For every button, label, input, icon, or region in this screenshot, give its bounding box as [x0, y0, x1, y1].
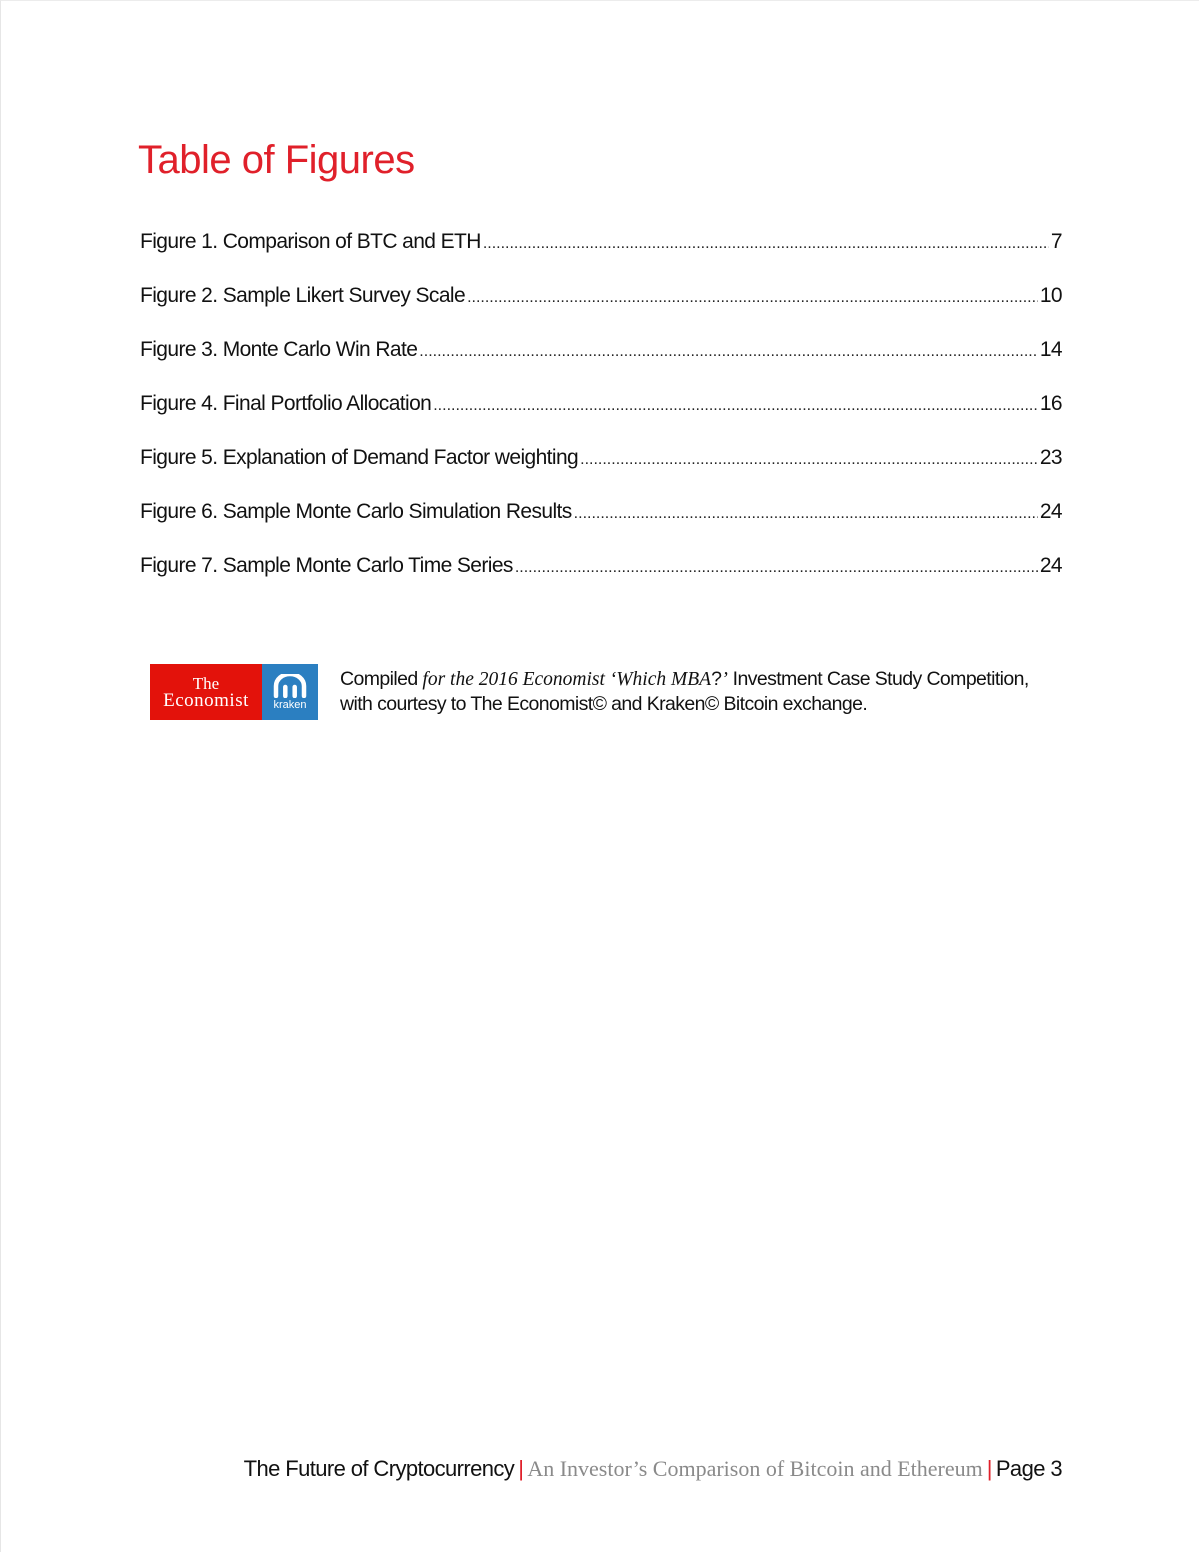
toc-entry-label: Figure 4. Final Portfolio Allocation: [140, 392, 432, 415]
dot-leader: [433, 392, 1038, 416]
dot-leader: [483, 230, 1049, 254]
toc-entry-3[interactable]: [140, 338, 1062, 392]
toc-entry-label: Figure 2. Sample Likert Survey Scale: [140, 284, 466, 307]
credit-note: [340, 667, 1060, 717]
toc-entry-2[interactable]: [140, 284, 1062, 338]
table-of-figures: [140, 230, 1062, 608]
toc-entry-label: Figure 7. Sample Monte Carlo Time Series: [140, 554, 513, 577]
toc-entry-5[interactable]: [140, 446, 1062, 500]
economist-logo: [150, 664, 262, 720]
economist-logo-line1: The: [192, 674, 220, 693]
toc-entry-label: Figure 6. Sample Monte Carlo Simulation Results: [140, 500, 572, 523]
toc-entry-page: 16: [1039, 392, 1062, 415]
dot-leader: [580, 446, 1038, 470]
footer-page-number: Page 3: [995, 1456, 1062, 1481]
toc-entry-page: 24: [1039, 554, 1062, 577]
toc-entry-label: Figure 5. Explanation of Demand Factor weighting: [140, 446, 579, 469]
toc-entry-page: 10: [1039, 284, 1062, 307]
toc-entry-page: 7: [1050, 230, 1062, 253]
toc-entry-4[interactable]: [140, 392, 1062, 446]
toc-entry-label: Figure 1. Comparison of BTC and ETH: [140, 230, 481, 253]
page-footer: [244, 1456, 1062, 1482]
page-title: Table of Figures: [138, 138, 415, 182]
toc-entry-page: 23: [1039, 446, 1062, 469]
dot-leader: [419, 338, 1038, 362]
toc-entry-page: 14: [1039, 338, 1062, 361]
credit-text-2: ?: [711, 668, 722, 690]
footer-title: The Future of Cryptocurrency: [243, 1456, 515, 1481]
economist-logo-line2: Economist: [163, 690, 249, 711]
toc-entry-6[interactable]: [140, 500, 1062, 554]
toc-entry-label: Figure 3. Monte Carlo Win Rate: [140, 338, 418, 361]
toc-entry-7[interactable]: [140, 554, 1062, 608]
dot-leader: [467, 284, 1038, 308]
credit-italic-text: for the 2016 Economist ‘Which MBA: [422, 669, 712, 690]
toc-entry-1[interactable]: [140, 230, 1062, 284]
toc-entry-page: 24: [1039, 500, 1062, 523]
sponsor-logos: [150, 664, 318, 720]
kraken-logo: [262, 664, 318, 720]
credit-text-1: Compiled: [340, 668, 418, 690]
footer-separator: |: [518, 1456, 524, 1481]
dot-leader: [574, 500, 1038, 524]
dot-leader: [515, 554, 1038, 578]
kraken-icon: [273, 674, 307, 698]
footer-subtitle: An Investor’s Comparison of Bitcoin and Ethereum: [527, 1456, 983, 1481]
credit-text-3: Investment Case Study Competition, with courtesy to The Economist© and Kraken© Bitcoin exchange.: [340, 668, 1029, 715]
credit-italic-quote: ’: [721, 669, 728, 690]
footer-separator: |: [986, 1456, 992, 1481]
kraken-logo-text: kraken: [273, 698, 307, 711]
